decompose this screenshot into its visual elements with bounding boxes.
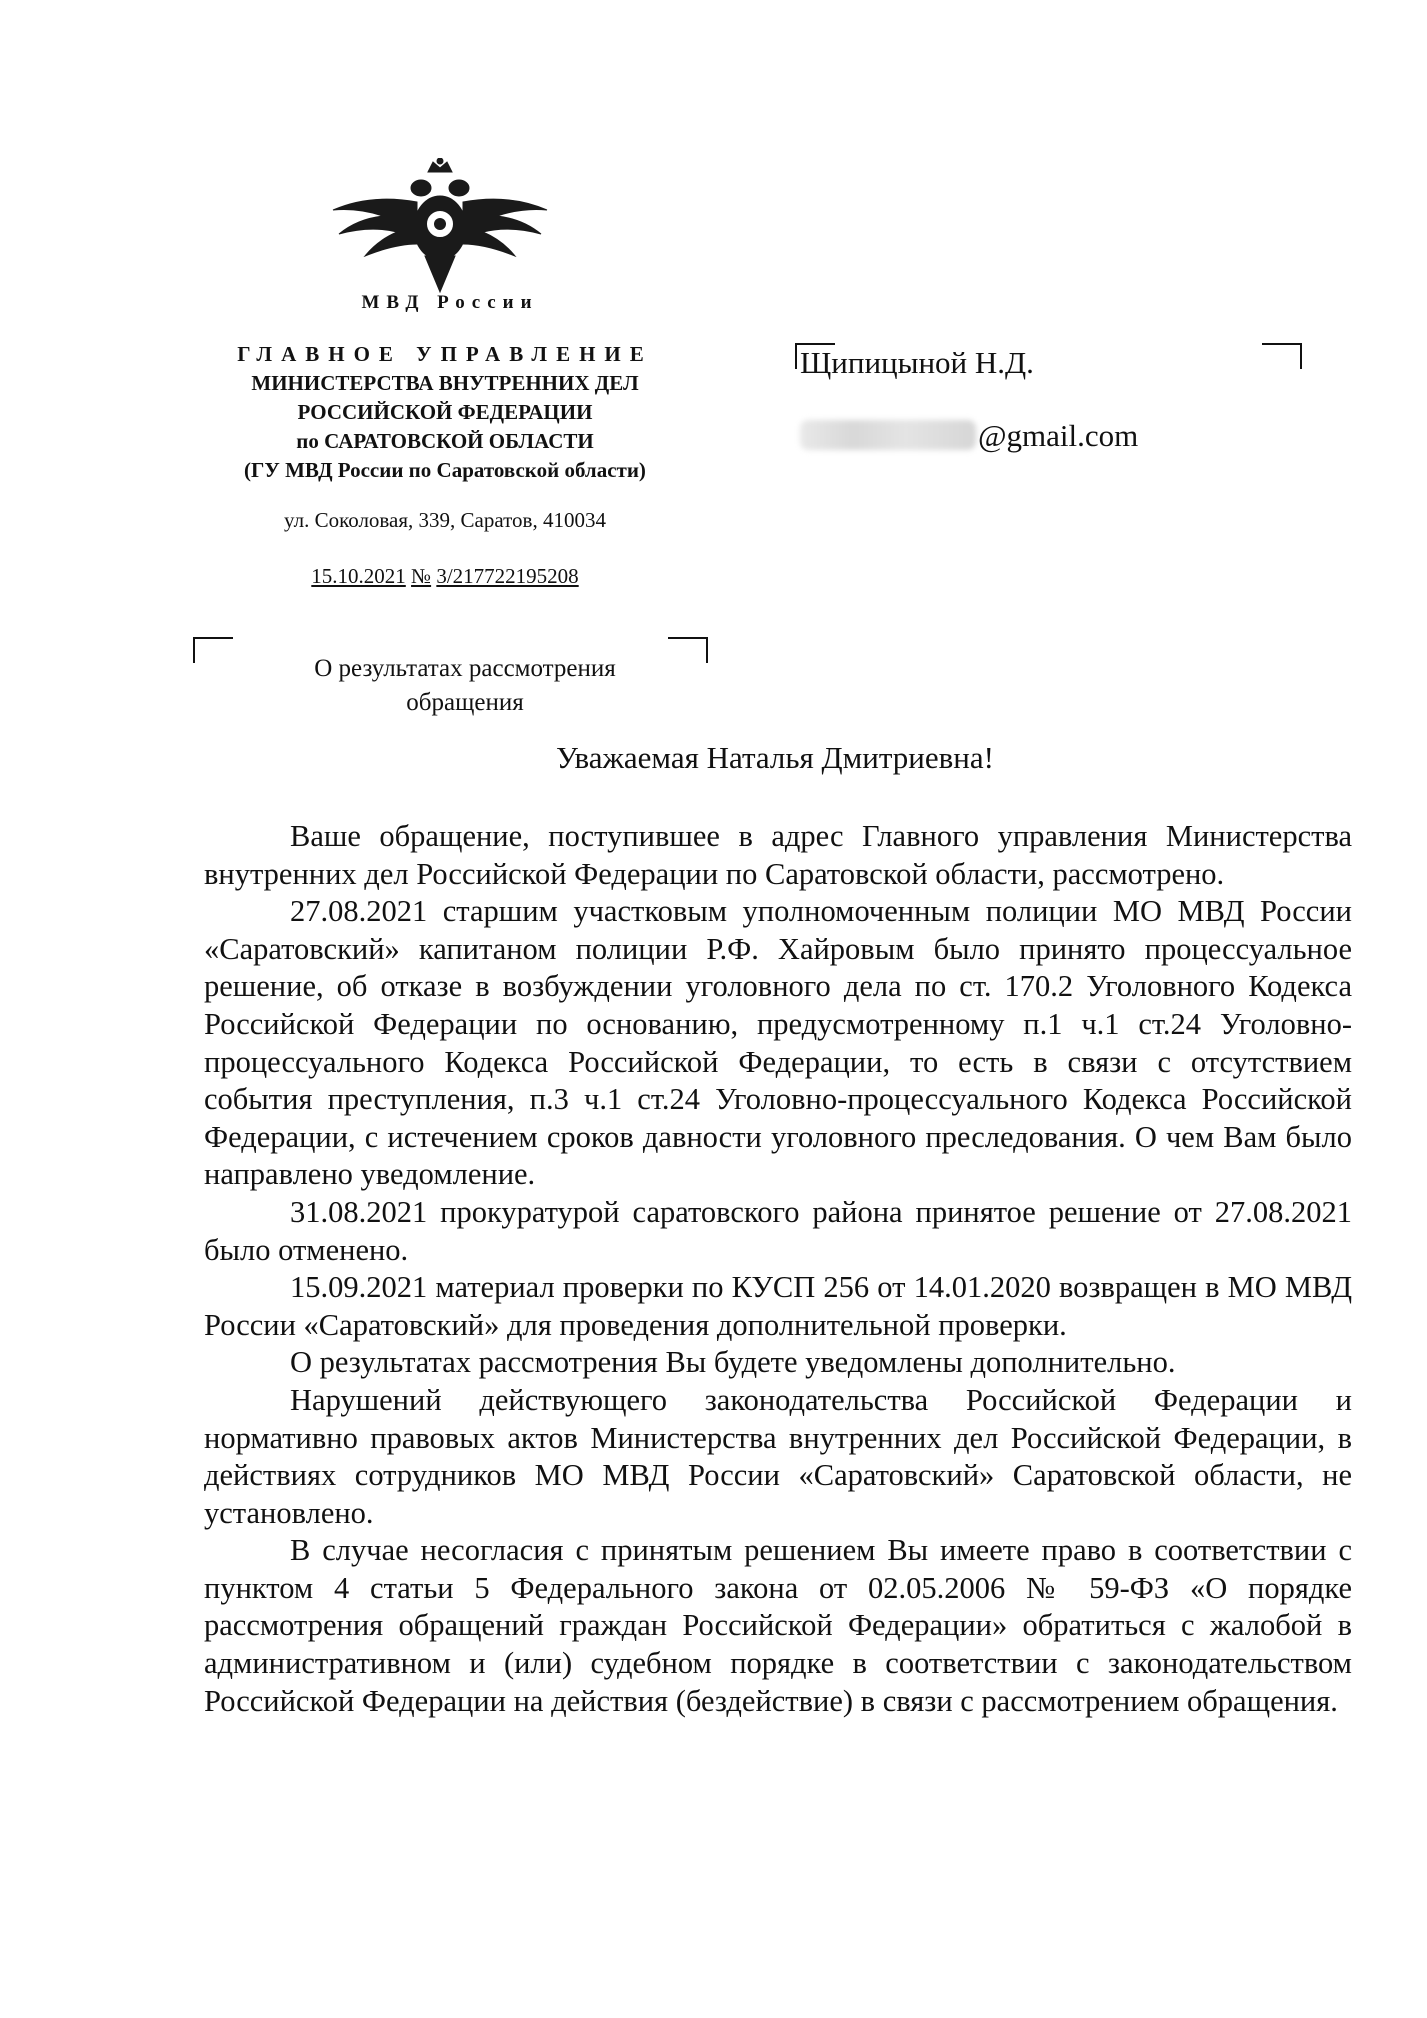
redacted-email-local-part <box>800 420 976 450</box>
body-paragraph: 27.08.2021 старшим участковым уполномоченным полиции МО МВД России «Саратовский» капитаном полиции Р.Ф. Хайровым было принято процессуальное решение, об отказе в возбуждении уголовного дела по ст. 170.2 Уголовного Кодекса Российской Федерации по основанию, предусмотренному п.1 ч.1 ст.24 Уголовно-процессуального Кодекса Российской Федерации, то есть в связи с отсутствием события преступления, п.3 ч.1 ст.24 Уголовно-процессуального Кодекса Российской Федерации, с истечением сроков давности уголовного преследования. О чем Вам было направлено уведомление. <box>204 894 1352 1192</box>
subject-corner-left <box>193 637 233 663</box>
body-paragraph: 31.08.2021 прокуратурой саратовского района принятое решение от 27.08.2021 было отменено. <box>204 1194 1352 1267</box>
recipient-email-domain: @gmail.com <box>978 418 1139 453</box>
body-paragraph: В случае несогласия с принятым решением Вы имеете право в соответствии с пунктом 4 статьи 5 Федерального закона от 02.05.2006 № 59-ФЗ «О порядке рассмотрения обращений граждан Российской Федерации» обратиться с жалобой в административном и (или) судебном порядке в соответствии с законодательством Российской Федерации на действия (бездействие) в связи с рассмотрением обращения. <box>204 1533 1352 1718</box>
ministry-block <box>190 340 700 485</box>
ministry-line-5: (ГУ МВД России по Саратовской области) <box>244 458 646 482</box>
mvd-emblem-icon <box>325 158 555 298</box>
document-date: 15.10.2021 <box>311 564 406 588</box>
body-paragraph: Нарушений действующего законодательства Российской Федерации и нормативно правовых актов Министерства внутренних дел Российской Федерации, в действиях сотрудников МО МВД России «Саратовский» Саратовской области, не установлено. <box>204 1382 1352 1530</box>
ministry-line-1: ГЛАВНОЕ УПРАВЛЕНИЕ <box>237 342 653 366</box>
letter-body <box>204 818 1352 1720</box>
subject-line-2: обращения <box>406 689 524 716</box>
body-paragraph: 15.09.2021 материал проверки по КУСП 256 от 14.01.2020 возвращен в МО МВД России «Саратовский» для проведения дополнительной проверки. <box>204 1270 1352 1342</box>
recipient-corner-right <box>1262 343 1302 369</box>
letter-subject <box>250 652 680 720</box>
document-reference <box>190 564 700 589</box>
recipient-email <box>800 418 1138 454</box>
agency-name: МВД России <box>361 292 539 313</box>
body-paragraph: О результатах рассмотрения Вы будете уведомлены дополнительно. <box>290 1345 1176 1380</box>
greeting: Уважаемая Наталья Дмитриевна! <box>556 740 994 775</box>
ministry-line-3: РОССИЙСКОЙ ФЕДЕРАЦИИ <box>297 400 593 424</box>
body-paragraph: Ваше обращение, поступившее в адрес Главного управления Министерства внутренних дел Российской Федерации по Саратовской области, рассмотрено. <box>204 819 1352 891</box>
subject-line-1: О результатах рассмотрения <box>314 655 616 682</box>
ministry-line-2: МИНИСТЕРСТВА ВНУТРЕННИХ ДЕЛ <box>251 371 639 395</box>
document-number: 3/217722195208 <box>436 564 579 588</box>
ministry-line-4: по САРАТОВСКОЙ ОБЛАСТИ <box>296 429 594 453</box>
document-number-sign: № <box>411 564 432 588</box>
recipient-name: Щипицыной Н.Д. <box>800 345 1034 380</box>
agency-address: ул. Соколовая, 339, Саратов, 410034 <box>284 508 606 532</box>
